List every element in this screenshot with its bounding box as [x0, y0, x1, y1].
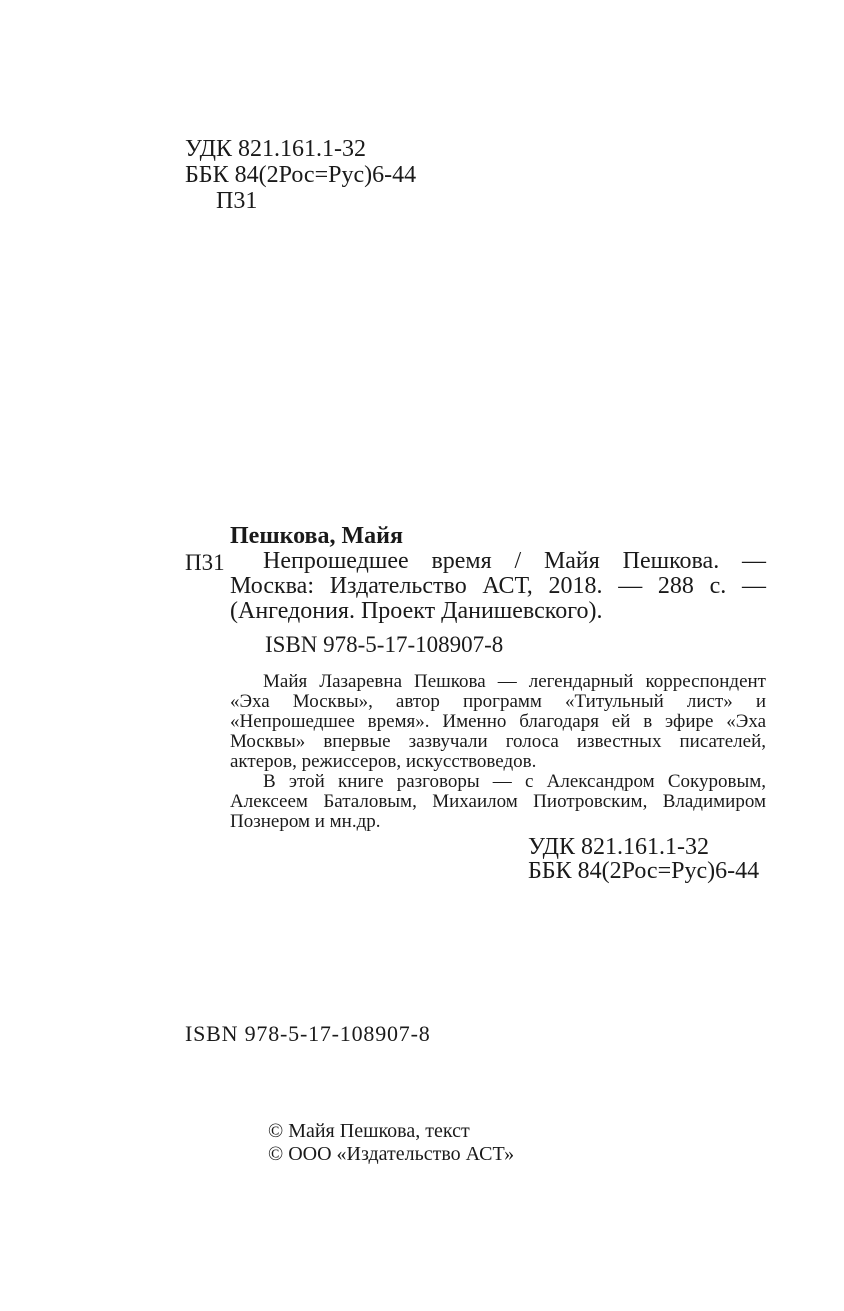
bbk-code-repeated: ББК 84(2Рос=Рус)6-44 — [528, 858, 760, 884]
copyright-block — [268, 1120, 514, 1166]
top-classification-codes — [185, 136, 416, 214]
author-sign-code: П31 — [216, 188, 258, 214]
entry-author-sign: П31 — [185, 550, 225, 575]
udk-code: УДК 821.161.1-32 — [185, 136, 366, 162]
repeated-classification-codes — [528, 835, 766, 883]
card-isbn: ISBN 978-5-17-108907-8 — [265, 632, 504, 657]
bbk-code: ББК 84(2Рос=Рус)6-44 — [185, 162, 417, 188]
catalog-card — [185, 523, 766, 884]
annotation-paragraph-2: В этой книге разговоры — с Александром Сокуровым, Алексеем Баталовым, Михаилом Пиотровским, Владимиром Познером и мн.др. — [230, 771, 766, 832]
copyright-publisher: © ООО «Издательство АСТ» — [268, 1143, 515, 1165]
entry-text: Непрошедшее время / Майя Пешкова. — Москва: Издательство АСТ, 2018. — 288 с. — (Ангедония. Проект Данишевского). — [230, 548, 766, 624]
isbn-bottom: ISBN 978-5-17-108907-8 — [185, 1021, 431, 1046]
annotation — [230, 672, 766, 832]
copyright-author: © Майя Пешкова, текст — [268, 1120, 470, 1142]
bibliographic-entry — [185, 548, 766, 624]
udk-code-repeated: УДК 821.161.1-32 — [528, 834, 709, 860]
annotation-paragraph-1: Майя Лазаревна Пешкова — легендарный корреспондент «Эха Москвы», автор программ «Титульный лист» и «Непрошедшее время». Именно благодаря ей в эфире «Эха Москвы» впервые зазвучали голоса известных писателей, актеров, режиссеров, искусствоведов. — [230, 671, 766, 772]
author-heading: Пешкова, Майя — [230, 523, 403, 549]
